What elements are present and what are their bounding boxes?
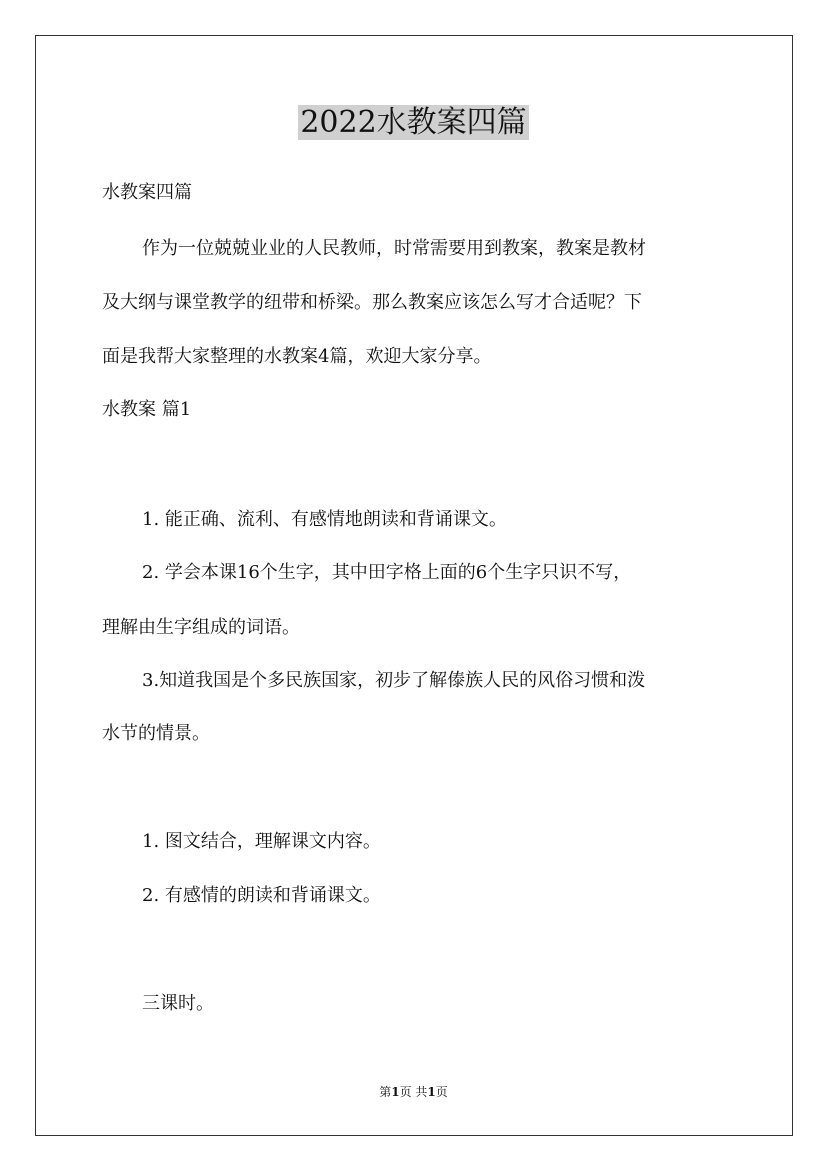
paragraph-line: 三课时。 [142, 993, 214, 1014]
paragraph-line: 面是我帮大家整理的水教案4篇，欢迎大家分享。 [102, 346, 492, 367]
list-item: 1. 图文结合，理解课文内容。 [142, 831, 381, 852]
page-number: 1 [391, 1085, 400, 1099]
document-title: 2022水教案四篇 [300, 105, 527, 140]
list-item: 1. 能正确、流利、有感情地朗读和背诵课文。 [142, 509, 507, 530]
list-item: 2. 学会本课16个生字，其中田字格上面的6个生字只识不写， [142, 562, 632, 583]
footer-text: 第 [379, 1085, 392, 1099]
footer-text: 页 [435, 1085, 448, 1099]
paragraph-line: 理解由生字组成的词语。 [102, 617, 300, 638]
heading-line: 水教案四篇 [102, 182, 192, 203]
list-item: 2. 有感情的朗读和背诵课文。 [142, 885, 381, 906]
paragraph-line: 作为一位兢兢业业的人民教师，时常需要用到教案，教案是教材 [142, 238, 646, 259]
footer-text: 页 共 [399, 1085, 428, 1099]
section-heading: 水教案 篇1 [102, 399, 192, 420]
list-item: 3.知道我国是个多民族国家，初步了解傣族人民的风俗习惯和泼 [142, 670, 646, 691]
paragraph-line: 及大纲与课堂教学的纽带和桥梁。那么教案应该怎么写才合适呢？下 [102, 292, 642, 313]
page-footer [0, 1083, 827, 1100]
paragraph-line: 水节的情景。 [102, 723, 210, 744]
total-pages: 1 [427, 1085, 436, 1099]
